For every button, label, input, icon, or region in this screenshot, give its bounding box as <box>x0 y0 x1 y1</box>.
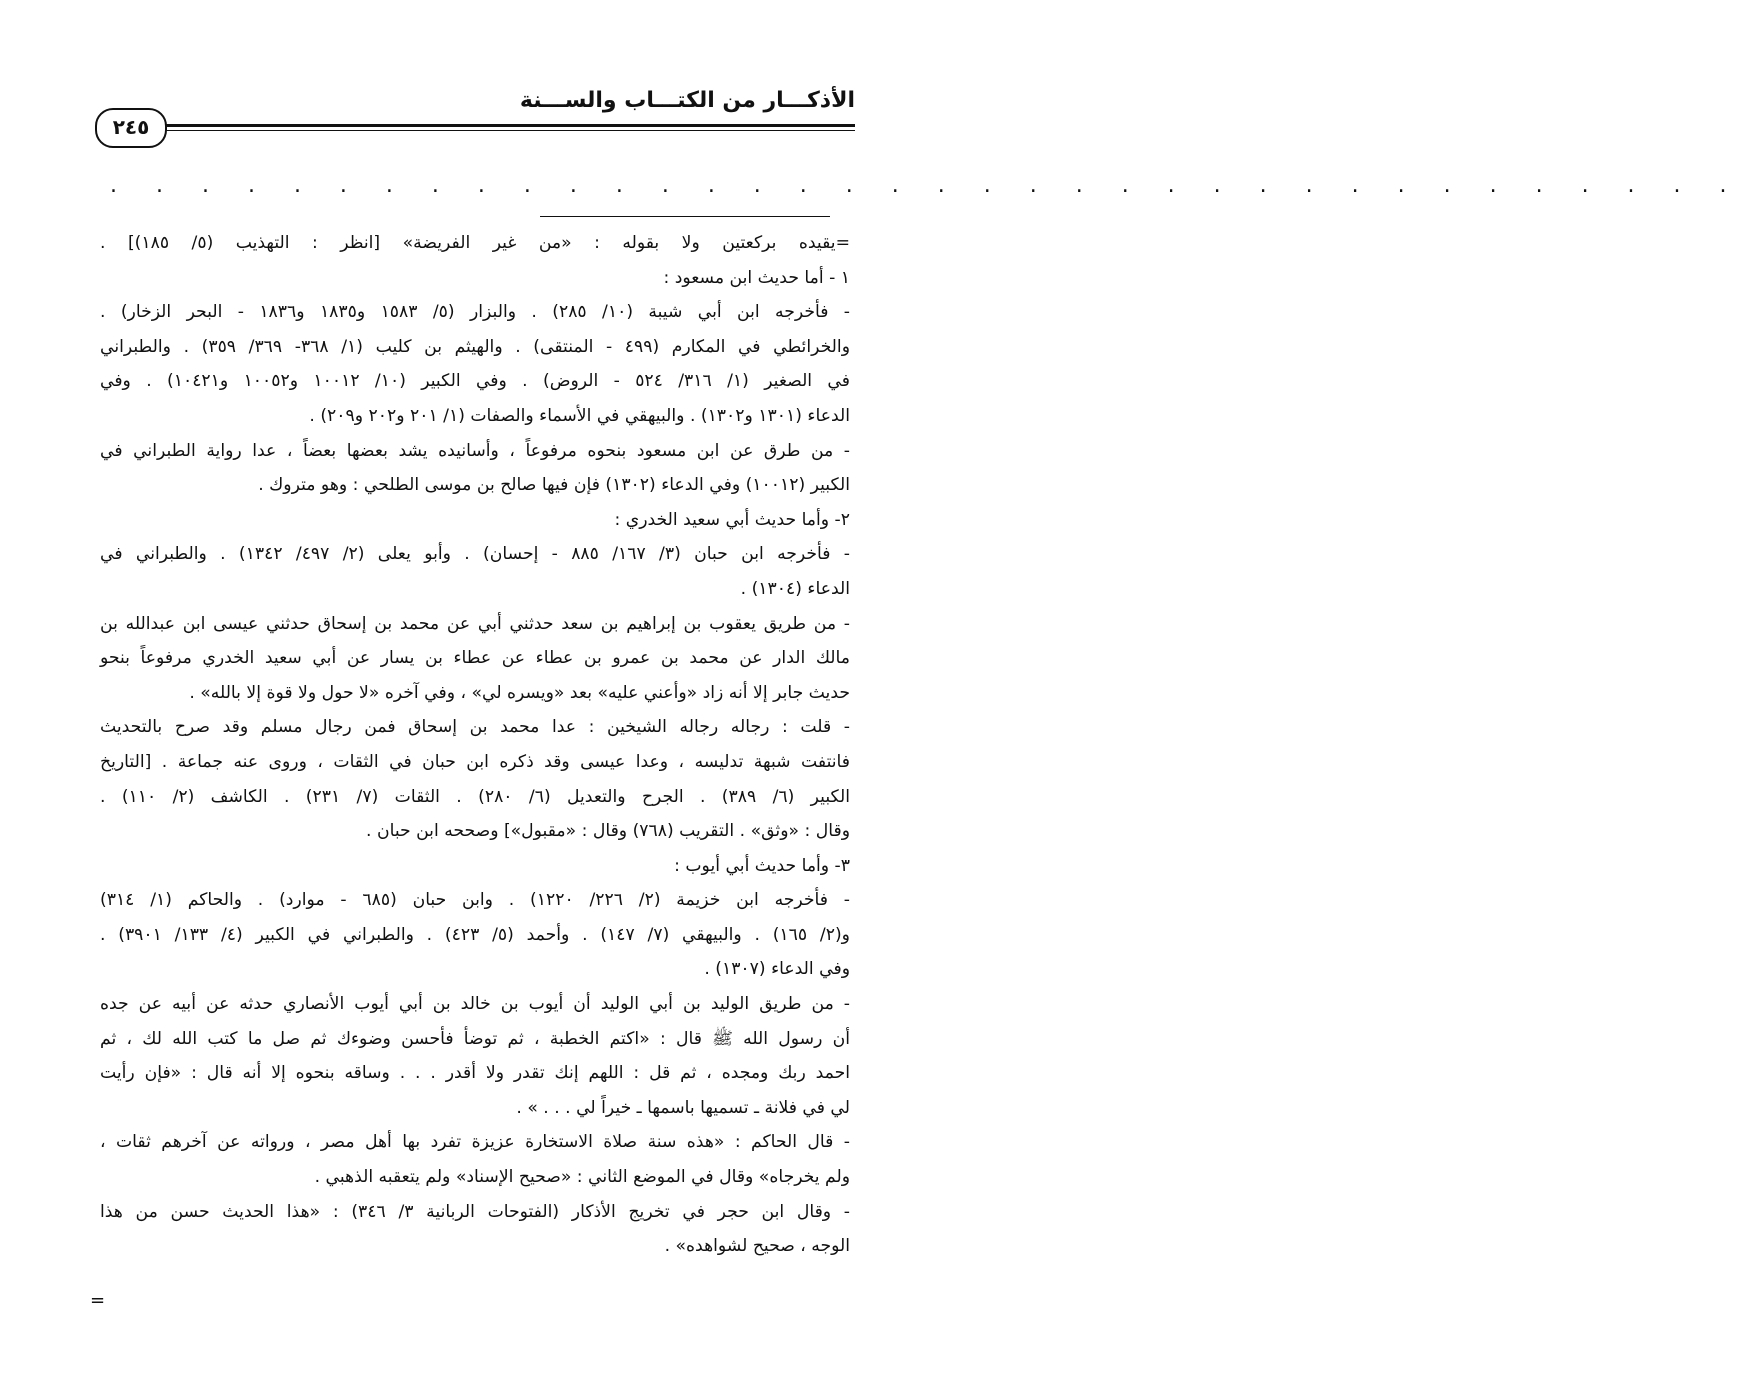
text-line: حديث جابر إلا أنه زاد «وأعني عليه» بعد «ويسره لي» ، وفي آخره «لا حول ولا قوة إلا بالله» . <box>189 682 850 703</box>
text-line: - وقال ابن حجر في تخريج الأذكار (الفتوحات الربانية ٣/ ٣٤٦) : «هذا الحديث حسن من هذا <box>100 1201 850 1222</box>
text-line: مالك الدار عن محمد بن عمرو بن عطاء عن عطاء بن يسار عن أبي سعيد الخدري مرفوعاً بنحو <box>100 648 850 669</box>
text-line: والخرائطي في المكارم (٤٩٩ - المنتقى) . والهيثم بن كليب (١/ ٣٦٨- ٣٦٩/ ٣٥٩) . والطبراني <box>100 336 850 357</box>
text-line: وفي الدعاء (١٣٠٧) . <box>704 959 850 980</box>
header-rule <box>155 124 855 127</box>
text-line: أن رسول الله ﷺ قال : «اكتم الخطبة ، ثم توضأ فأحسن وضوءك ثم صل ما كتب الله لك ، ثم <box>100 1028 850 1049</box>
header-rule-thin <box>155 130 855 131</box>
page-number: ٢٤٥ <box>95 108 167 148</box>
text-line: في الصغير (١/ ٣١٦/ ٥٢٤ - الروض) . وفي الكبير (١٠/ ١٠٠١٢ و١٠٠٥٢ و١٠٤٢١) . وفي <box>100 371 850 392</box>
text-line: - قال الحاكم : «هذه سنة صلاة الاستخارة عزيزة تفرد بها أهل مصر ، ورواته عن آخرهم ثقات ، <box>100 1132 850 1153</box>
dotted-separator: . . . . . . . . . . . . . . . . . . . . . . . . . . . . . . . . . . . . <box>110 173 1743 198</box>
text-line: لي في فلانة ـ تسميها باسمها ـ خيراً لي . . . » . <box>516 1097 850 1118</box>
text-line: الكبير (٦/ ٣٨٩) . الجرح والتعديل (٦/ ٢٨٠) . الثقات (٧/ ٢٣١) . الكاشف (٢/ ١١٠) . <box>100 786 851 807</box>
book-title: الأذكـــار من الكتـــاب والســـنة <box>519 88 855 113</box>
text-line: فانتفت شبهة تدليسه ، وعدا عيسى وقد ذكره ابن حبان في الثقات ، وروى عنه جماعة . [التاريخ <box>100 751 850 772</box>
continuation-mark: = <box>90 1290 106 1311</box>
footnote-text <box>100 226 850 1264</box>
text-line: ٢- وأما حديث أبي سعيد الخدري : <box>614 509 850 530</box>
text-line: الوجه ، صحيح لشواهده» . <box>664 1236 850 1257</box>
text-line: ولم يخرجاه» وقال في الموضع الثاني : «صحيح الإسناد» ولم يتعقبه الذهبي . <box>314 1167 850 1188</box>
text-line: - قلت : رجاله رجاله الشيخين : عدا محمد بن إسحاق فمن رجال مسلم وقد صرح بالتحديث <box>100 717 850 738</box>
text-line: الدعاء (١٣٠٤) . <box>740 578 850 599</box>
text-line: وقال : «وثق» . التقريب (٧٦٨) وقال : «مقبول»] وصححه ابن حبان . <box>366 821 850 842</box>
text-line: - من طريق يعقوب بن إبراهيم بن سعد حدثني أبي عن محمد بن إسحاق حدثني عيسى ابن عبدالله بن <box>100 613 850 634</box>
text-line: - فأخرجه ابن أبي شيبة (١٠/ ٢٨٥) . والبزار (٥/ ١٥٨٣ و١٨٣٥ و١٨٣٦ - البحر الزخار) . <box>100 302 851 323</box>
text-line: ١ - أما حديث ابن مسعود : <box>663 267 850 288</box>
text-line: الدعاء (١٣٠١ و١٣٠٢) . والبيهقي في الأسماء والصفات (١/ ٢٠١ و٢٠٢ و٢٠٩) . <box>309 405 850 426</box>
text-line: =يقيده بركعتين ولا بقوله : «من غير الفريضة» [انظر : التهذيب (٥/ ١٨٥)] . <box>100 233 850 253</box>
text-line: - من طريق الوليد بن أبي الوليد أن أيوب بن خالد بن أبي أيوب الأنصاري حدثه عن أبيه عن جده <box>100 994 850 1015</box>
running-header <box>95 88 855 150</box>
text-line: احمد ربك ومجده ، ثم قل : اللهم إنك تقدر ولا أقدر . . . وساقه بنحوه إلا أنه قال : «فإن رأيت <box>100 1063 850 1084</box>
text-line: الكبير (١٠٠١٢) وفي الدعاء (١٣٠٢) فإن فيها صالح بن موسى الطلحي : وهو متروك . <box>258 475 850 496</box>
footnote-rule <box>540 216 830 217</box>
text-line: - فأخرجه ابن خزيمة (٢/ ٢٢٦/ ١٢٢٠) . وابن حبان (٦٨٥ - موارد) . والحاكم (١/ ٣١٤) <box>100 890 850 911</box>
text-line: ٣- وأما حديث أبي أيوب : <box>674 855 850 876</box>
text-line: - من طرق عن ابن مسعود بنحوه مرفوعاً ، وأسانيده يشد بعضها بعضاً ، عدا رواية الطبراني في <box>100 440 850 461</box>
text-line: و(٢/ ١٦٥) . والبيهقي (٧/ ١٤٧) . وأحمد (٥/ ٤٢٣) . والطبراني في الكبير (٤/ ١٣٣/ ٣٩٠١) . <box>100 924 850 945</box>
text-line: - فأخرجه ابن حبان (٣/ ١٦٧/ ٨٨٥ - إحسان) . وأبو يعلى (٢/ ٤٩٧/ ١٣٤٢) . والطبراني في <box>100 544 850 565</box>
